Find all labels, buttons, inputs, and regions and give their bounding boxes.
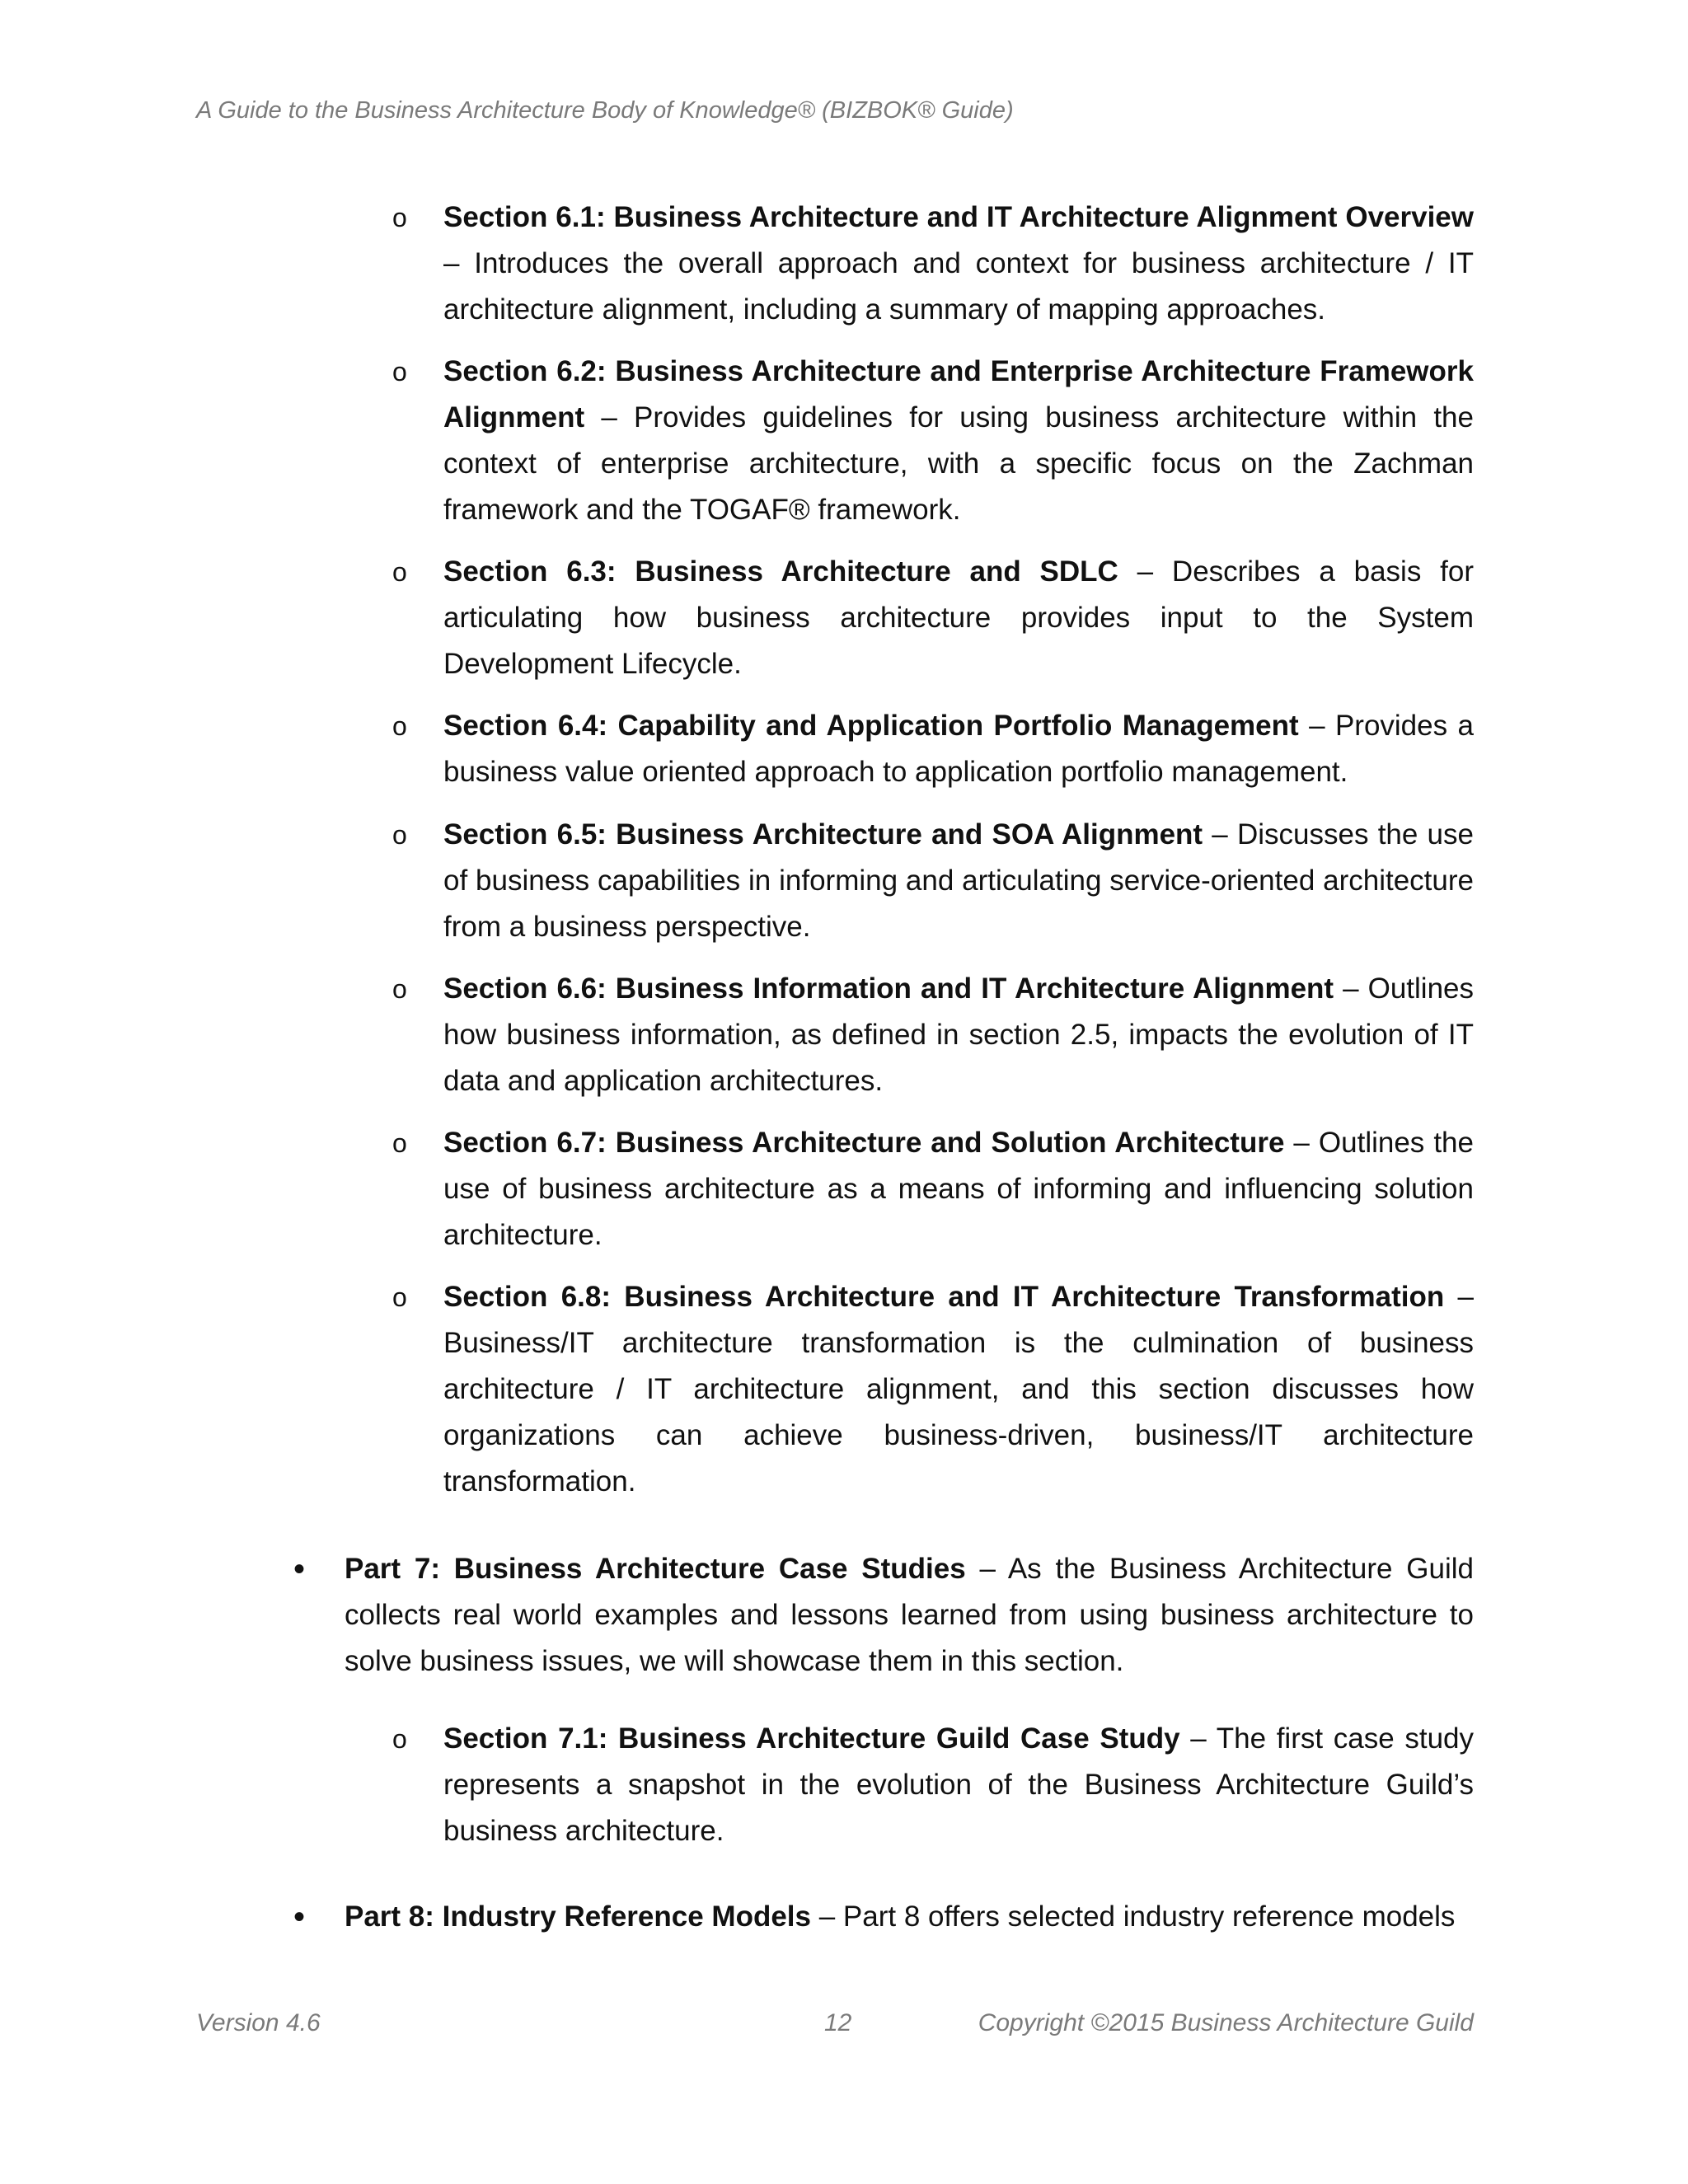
item-description: – Discusses the use of business capabilities in informing and articulating service-oriented architecture from a business perspective. bbox=[443, 818, 1474, 943]
item-heading: Section 6.1: Business Architecture and IT Architecture Alignment Overview bbox=[443, 201, 1474, 233]
item-heading: Section 6.6: Business Information and IT Architecture Alignment bbox=[443, 972, 1334, 1005]
item-heading: Part 7: Business Architecture Case Studies bbox=[345, 1553, 966, 1585]
sub-bullet-marker: o bbox=[392, 820, 407, 850]
list-item-section-7-1 bbox=[443, 1716, 1474, 1854]
sub-bullet-marker: o bbox=[392, 1282, 407, 1312]
item-heading: Section 6.2: Business Architecture and Enterprise Architecture Framework Alignment bbox=[443, 355, 1474, 434]
running-header: A Guide to the Business Architecture Body of Knowledge® (BIZBOK® Guide) bbox=[196, 97, 1014, 124]
item-description: – Business/IT architecture transformation is the culmination of business architecture / IT architecture alignment, and this section discusses how organizations can achieve business-driven, business/IT architecture transformation. bbox=[443, 1281, 1474, 1497]
list-item-section-6-8 bbox=[443, 1274, 1474, 1505]
item-description: – Provides a business value oriented approach to application portfolio management. bbox=[443, 710, 1474, 788]
item-heading: Section 7.1: Business Architecture Guild Case Study bbox=[443, 1722, 1180, 1755]
item-description: – Provides guidelines for using business architecture within the context of enterprise architecture, with a specific focus on the Zachman framework and the TOGAF® framework. bbox=[443, 401, 1474, 526]
list-item-section-6-3 bbox=[443, 549, 1474, 687]
item-heading: Section 6.7: Business Architecture and Solution Architecture bbox=[443, 1127, 1285, 1159]
list-item-section-6-5 bbox=[443, 812, 1474, 950]
item-heading: Section 6.3: Business Architecture and SDLC bbox=[443, 555, 1118, 588]
sub-bullet-marker: o bbox=[392, 1128, 407, 1158]
item-description: – Outlines how business information, as defined in section 2.5, impacts the evolution of IT data and application architectures. bbox=[443, 972, 1475, 1097]
list-item-section-6-7 bbox=[443, 1120, 1474, 1258]
sub-bullet-marker: o bbox=[392, 711, 407, 741]
list-item-section-6-1 bbox=[443, 194, 1474, 333]
item-heading: Section 6.4: Capability and Application Portfolio Management bbox=[443, 710, 1299, 742]
sub-bullet-marker: o bbox=[392, 203, 407, 232]
bullet-marker: • bbox=[293, 1551, 306, 1587]
item-description: – Introduces the overall approach and context for business architecture / IT architecture alignment, including a summary of mapping approaches. bbox=[443, 247, 1474, 326]
sub-bullet-marker: o bbox=[392, 974, 407, 1004]
item-description: – Part 8 offers selected industry reference models bbox=[811, 1900, 1456, 1933]
list-item-part-7 bbox=[345, 1546, 1474, 1685]
list-item-section-6-2 bbox=[443, 349, 1474, 533]
sub-bullet-marker: o bbox=[392, 557, 407, 587]
item-description: – The first case study represents a snapshot in the evolution of the Business Architecture Guild’s business architecture. bbox=[443, 1722, 1475, 1847]
item-description: – Outlines the use of business architecture as a means of informing and influencing solution architecture. bbox=[443, 1127, 1474, 1251]
list-item-part-8 bbox=[345, 1894, 1474, 1940]
footer-copyright: Copyright ©2015 Business Architecture Guild bbox=[978, 2009, 1474, 2036]
sub-bullet-marker: o bbox=[392, 357, 407, 387]
sub-bullet-marker: o bbox=[392, 1724, 407, 1754]
item-heading: Part 8: Industry Reference Models bbox=[345, 1900, 811, 1933]
list-item-section-6-4 bbox=[443, 703, 1474, 795]
footer-page-number: 12 bbox=[824, 2009, 852, 2036]
bullet-marker: • bbox=[293, 1899, 306, 1935]
item-heading: Section 6.8: Business Architecture and IT Architecture Transformation bbox=[443, 1281, 1445, 1313]
item-description: – Describes a basis for articulating how business architecture provides input to the System Development Lifecycle. bbox=[443, 555, 1474, 680]
footer-version: Version 4.6 bbox=[196, 2009, 321, 2036]
item-description: – As the Business Architecture Guild collects real world examples and lessons learned from using business architecture to solve business issues, we will showcase them in this section. bbox=[345, 1553, 1474, 1677]
list-item-section-6-6 bbox=[443, 966, 1474, 1104]
item-heading: Section 6.5: Business Architecture and SOA Alignment bbox=[443, 818, 1203, 851]
